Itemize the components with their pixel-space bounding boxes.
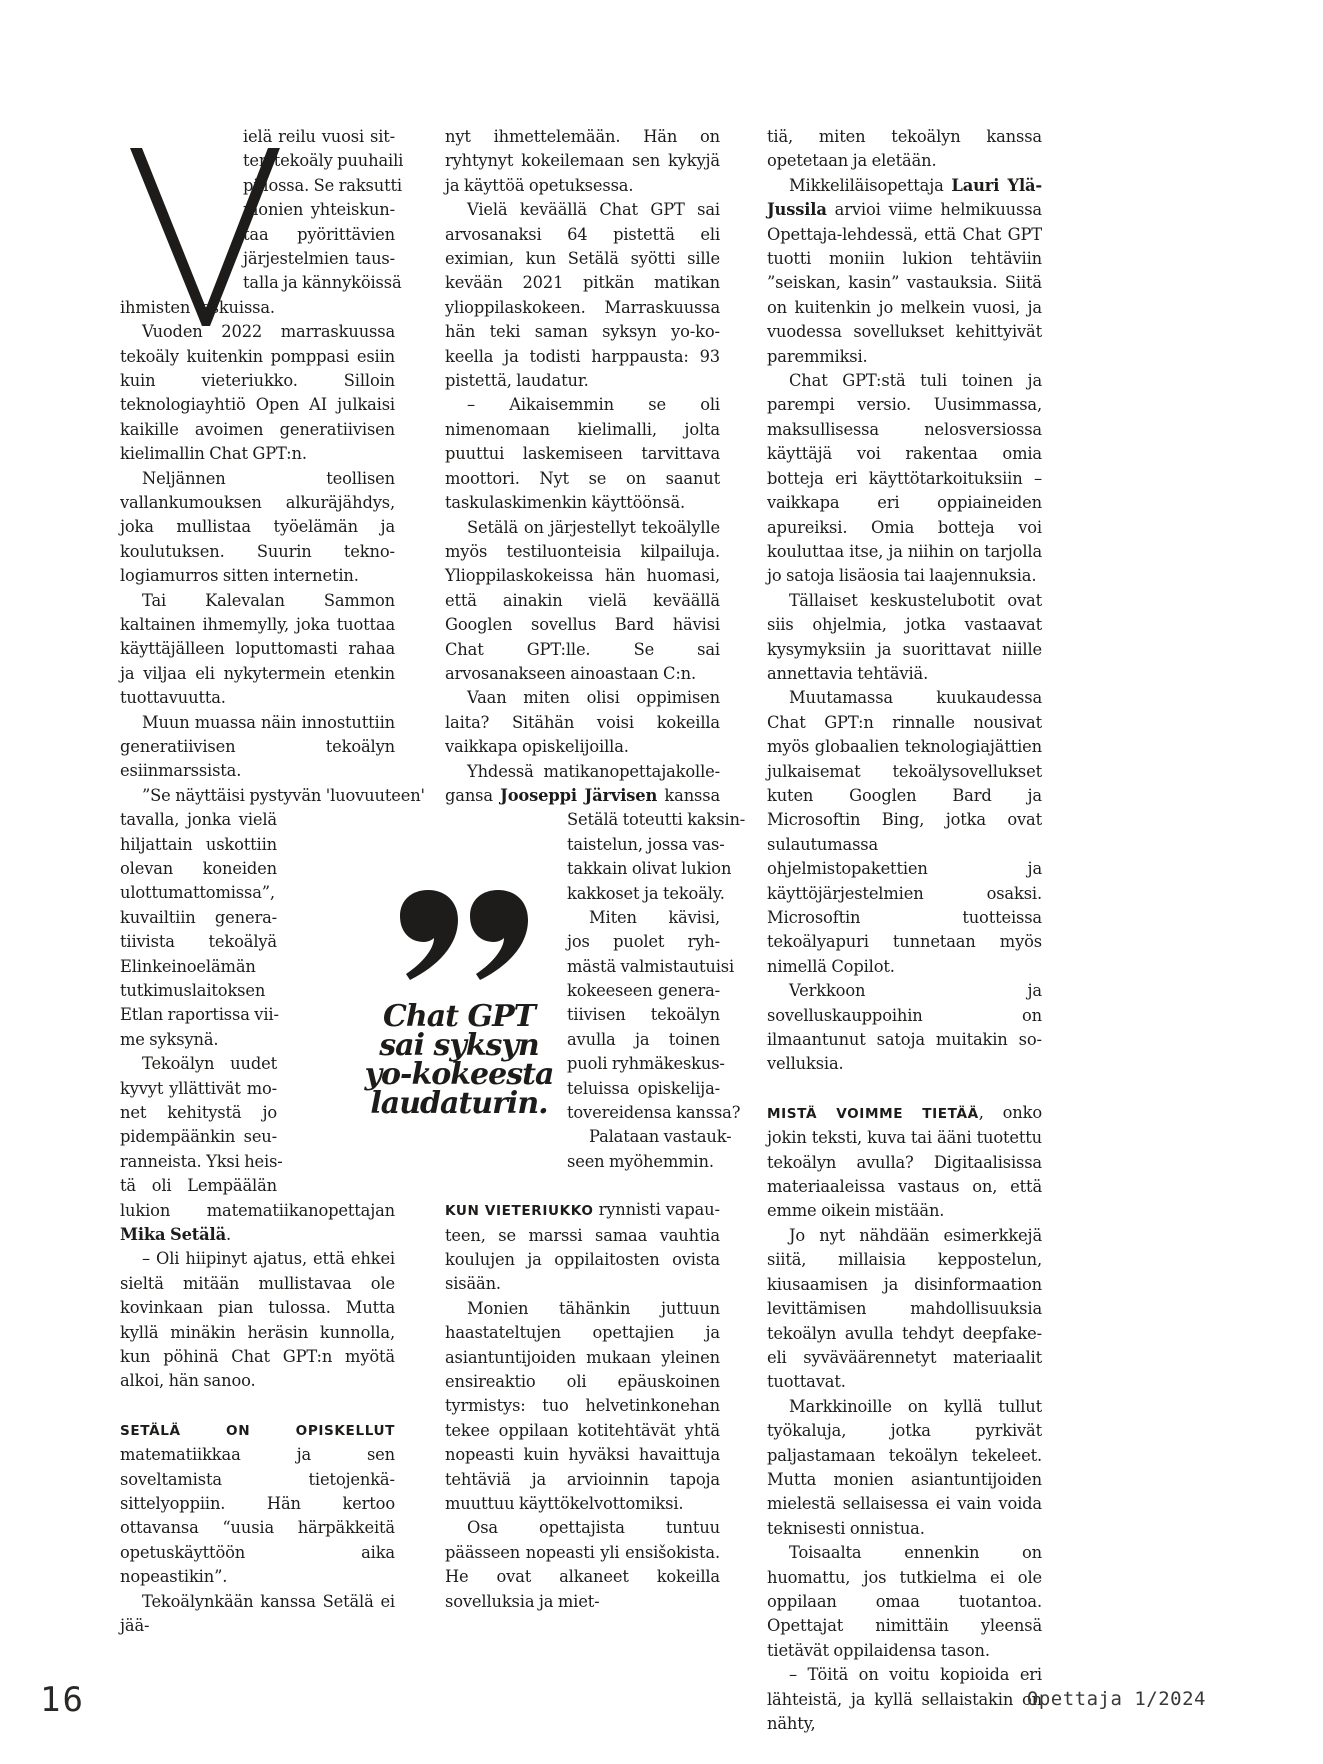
article-column-2: [445, 125, 746, 1614]
paragraph: Vielä keväällä Chat GPT sai arvosanaksi 64 pistettä eli eximian, kun Setälä syötti sille kevään 2021 pitkän matikan ylioppilaskokeen. Marraskuussa hän teki saman syksyn yo-kokeella ja todisti harppausta: 93 pistettä, laudatur.: [445, 200, 720, 391]
text-line: Setälä toteutti kaksin-: [567, 810, 746, 830]
paragraph: Chat GPT:stä tuli toinen ja parempi versio. Uusimmassa, maksullisessa nelosversiossa käyttäjä voi rakentaa omia botteja eri käyttötarkoituksiin – vaikkapa eri oppiaineiden apureiksi. Omia botteja voi kouluttaa itse, ja niihin on tarjolla jo satoja lisäosia tai laajennuksia.: [767, 371, 1042, 586]
paragraph: Osa opettajista tuntuu päässeen nopeasti yli ensišokista. He ovat alkaneet kokeilla sovelluksia ja miet-: [445, 1518, 720, 1611]
person-name: Lauri Ylä-Jussila: [767, 175, 1042, 220]
paragraph: Muun muassa näin innostuttiin generatiivisen tekoälyn esiinmarssista.: [120, 712, 395, 781]
intro-line: taa pyörittävien: [243, 224, 395, 244]
text-line: tiivisen tekoälyn: [567, 1005, 720, 1025]
text-line: kakkoset ja tekoäly.: [567, 883, 725, 903]
text-line: tovereidensa kanssa?: [567, 1103, 741, 1123]
text-line: Palataan vastauk-: [589, 1127, 732, 1147]
text-line: puoli ryhmäkeskus-: [567, 1054, 725, 1074]
text-line: tiivista tekoälyä: [120, 932, 277, 952]
text-line: tä oli Lempäälän: [120, 1176, 277, 1196]
pull-quote-line: yo-kokeesta: [364, 1057, 554, 1092]
text-line: mästä valmistautuisi: [567, 956, 735, 976]
section-paragraph: [445, 1198, 720, 1297]
text: matematiikkaa ja sen soveltamista tietojenkäsittelyoppiin. Hän kertoo ottavansa “uusia härpäkkeitä opetuskäyttöön aika nopeastikin”.: [120, 1445, 395, 1587]
text-line: avulla ja toinen: [567, 1029, 720, 1049]
text-line: taistelun, jossa vas-: [567, 834, 725, 854]
paragraph: Tekoälynkään kanssa Setälä ei jää-: [120, 1591, 395, 1636]
text-line: ranneista. Yksi heis-: [120, 1151, 283, 1171]
text-line: pidempäänkin seu-: [120, 1127, 277, 1147]
paragraph: Neljännen teollisen vallankumouksen alkuräjähdys, joka mullistaa työelämän ja koulutuksen. Suurin teknologiamurros sitten internetin.: [120, 468, 395, 586]
paragraph: nyt ihmettelemään. Hän on ryhtynyt kokeilemaan sen kykyjä ja käyttöä opetuksessa.: [445, 127, 720, 195]
intro-line: ielä reilu vuosi sit-: [243, 127, 395, 146]
text-line: Elinkeinoelämän: [120, 956, 256, 976]
section-lead-in: SETÄLÄ ON OPISKELLUT: [120, 1422, 395, 1439]
paragraph: [767, 174, 1042, 369]
section-paragraph: [120, 1418, 395, 1590]
text-line: Miten kävisi,: [589, 907, 720, 927]
paragraph: – Aikaisemmin se oli nimenomaan kielimalli, jolta puuttui laskemiseen tarvittava moottori. Nyt se on saanut taskulaskimenkin käyttöönsä.: [445, 395, 720, 513]
article-column-3: [767, 125, 1042, 1736]
text-line: olevan koneiden: [120, 859, 277, 879]
pull-quote-line: sai syksyn: [379, 1028, 539, 1063]
paragraph: Markkinoille on kyllä tullut työkaluja, jotka pyrkivät paljastamaan tekoälyn tekeleet. Mutta monien asiantuntijoiden mielestä sellaisessa ei vain voida teknisesti onnistua.: [767, 1396, 1042, 1538]
intro-tail: ihmisten taskuissa.: [120, 297, 275, 317]
text-line: kyvyt yllättivät mo-: [120, 1078, 277, 1098]
text: .: [226, 1224, 232, 1244]
text-line: seen myöhemmin.: [567, 1151, 714, 1171]
text: Mikkeliläisopettaja: [789, 175, 952, 195]
narrow-wrap-around-pullquote: [120, 808, 283, 1198]
text: gansa: [445, 785, 493, 805]
text-line: tutkimuslaitoksen: [120, 981, 266, 1000]
paragraph: Vaan miten olisi oppimisen laita? Sitähän voisi kokeilla vaikkapa opiskelijoilla.: [445, 688, 720, 757]
pull-quote-line: laudaturin.: [370, 1086, 548, 1121]
paragraph: Verkkoon ja sovelluskauppoihin on ilmaantunut satoja muitakin sovelluksia.: [767, 981, 1042, 1074]
paragraph: Tai Kalevalan Sammon kaltainen ihmemylly, joka tuottaa käyttäjälleen loputtomasti rahaa ja viljaa eli nykytermein etenkin tuottavuutta.: [120, 590, 395, 708]
text-line: tavalla, jonka vielä: [120, 810, 277, 830]
intro-line: järjestelmien taus-: [243, 248, 395, 268]
paragraph: tiä, miten tekoälyn kanssa opetetaan ja eletään.: [767, 127, 1042, 171]
publication-issue: Opettaja 1/2024: [1026, 1688, 1206, 1710]
section-lead-in: MISTÄ VOIMME TIETÄÄ: [767, 1105, 979, 1122]
page-number: 16: [40, 1680, 85, 1720]
text-line: hiljattain uskottiin: [120, 834, 277, 854]
paragraph: Setälä on järjestellyt tekoälylle myös testiluonteisia kilpailuja. Ylioppilaskokeissa hän huomasi, että ainakin vielä keväällä Googlen sovellus Bard hävisi Chat GPT:lle. Se sai arvosanakseen ainoastaan C:n.: [445, 517, 720, 683]
text-line: ulottumattomissa”,: [120, 883, 275, 903]
paragraph: [120, 1199, 395, 1248]
text: kanssa: [664, 785, 720, 805]
text: lukion matematiikanopettajan: [120, 1200, 395, 1220]
text-line: kuvailtiin genera-: [120, 907, 277, 927]
text: , onko jokin teksti, kuva tai ääni tuotettu tekoälyn avulla? Digitaalisissa materiaaleissa vastaus on, että emme oikein mistään.: [767, 1102, 1042, 1221]
text-line: Yhdessä matikanopettajakolle-: [467, 761, 720, 781]
intro-line: talla ja kännyköissä: [243, 273, 402, 293]
text-line: net kehitystä jo: [120, 1102, 277, 1122]
intro-line: monien yhteiskun-: [243, 200, 395, 220]
text-line: teluissa opiskelija-: [567, 1078, 720, 1098]
paragraph: Tällaiset keskustelubotit ovat siis ohjelmia, jotka vastaavat kysymyksiin ja suorittavat niille annettavia tehtäviä.: [767, 590, 1042, 683]
article-column-1: [120, 125, 425, 1638]
intro-line: piilossa. Se raksutti: [243, 175, 402, 195]
person-name: Jooseppi Järvisen: [500, 785, 658, 805]
text: arvioi viime helmikuussa Opettaja-lehdessä, että Chat GPT tuotti moniin lukion tehtäviin ”seiskan, kasin” vastauksia. Siitä on kuitenkin jo melkein vuosi, ja vuodessa sovellukset kehittyivät paremmiksi.: [767, 200, 1042, 366]
paragraph: – Töitä on voitu kopioida eri lähteistä, ja kyllä sellaistakin on nähty,: [767, 1665, 1042, 1733]
intro-paragraph: [120, 125, 404, 296]
text-line: [445, 784, 720, 808]
paragraph: – Oli hiipinyt ajatus, että ehkei sieltä mitään mullistavaa ole kovinkaan pian tulossa. Mutta kyllä minäkin heräsin kunnolla, kun pöhinä Chat GPT:n myötä alkoi, hän sanoo.: [120, 1249, 395, 1391]
narrow-wrap-around-pullquote: [567, 808, 746, 1174]
text: rynnisti vapauteen, se marssi samaa vauhtia koulujen ja oppilaitosten ovista sisään.: [445, 1200, 720, 1294]
text-line: me syksynä.: [120, 1029, 219, 1049]
text-line: kokeeseen genera-: [567, 981, 720, 1001]
text-line: jos puolet ryh-: [567, 932, 720, 952]
section-paragraph: [767, 1101, 1042, 1224]
text-line: Tekoälyn uudet: [142, 1054, 277, 1074]
paragraph: Jo nyt nähdään esimerkkejä siitä, millaisia keppostelun, kiusaamisen ja disinformaation levittämisen mahdollisuuksia tekoälyn avulla tehdyt deepfake- eli syväväärennetyt materiaalit tuottavat.: [767, 1225, 1042, 1392]
paragraph: Monien tähänkin juttuun haastateltujen opettajien ja asiantuntijoiden mukaan yleinen ensireaktio oli epäuskoinen tyrmistys: tuo helvetinkonehan tekee oppilaan kotitehtävät yhtä nopeasti kuin hyväksi havaittuja tehtäviä ja arvioinnin tapoja muuttuu käyttökelvottomiksi.: [445, 1298, 720, 1514]
section-lead-in: KUN VIETERIUKKO: [445, 1203, 594, 1220]
paragraph: Vuoden 2022 marraskuussa tekoäly kuitenkin pomppasi esiin kuin vieteriukko. Silloin teknologiayhtiö Open AI julkaisi kaikille avoimen generatiivisen kielimallin Chat GPT:n.: [120, 322, 395, 464]
pull-quote-line: Chat GPT: [383, 999, 535, 1034]
paragraph: Toisaalta ennenkin on huomattu, jos tutkielma ei ole oppilaan omaa tuotantoa. Opettajat nimittäin yleensä tietävät oppilaidensa tason.: [767, 1543, 1042, 1660]
person-name: Mika: [120, 1224, 166, 1244]
text-line: Etlan raportissa vii-: [120, 1005, 279, 1025]
text-line: takkain olivat lukion: [567, 859, 732, 879]
intro-line: ten tekoäly puuhaili: [243, 151, 404, 171]
person-name: Setälä: [169, 1224, 226, 1244]
paragraph: Muutamassa kuukaudessa Chat GPT:n rinnalle nousivat myös globaalien teknologiajättien julkaisemat tekoälysovellukset kuten Googlen Bard ja Microsoftin Bing, jotka ovat sulautumassa ohjelmistopakettien ja käyttöjärjestelmien osaksi. Microsoftin tuotteissa tekoälyapuri tunnetaan myös nimellä Copilot.: [767, 688, 1042, 976]
quote-paragraph-first-line: ”Se näyttäisi pystyvän 'luovuuteen': [142, 785, 425, 805]
